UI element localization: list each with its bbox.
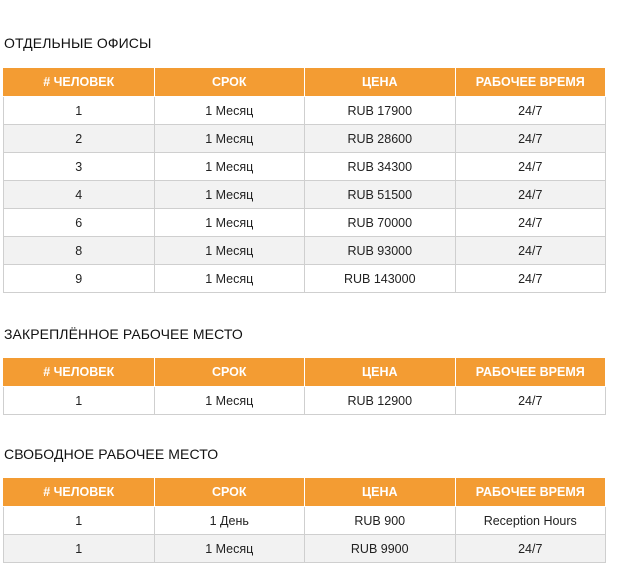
cell-hours: 24/7 — [455, 387, 606, 415]
cell-hours: 24/7 — [455, 535, 606, 563]
table-row — [4, 97, 606, 125]
column-header-people: # ЧЕЛОВЕК — [4, 358, 155, 387]
column-header-term: СРОК — [154, 358, 305, 387]
table-row — [4, 237, 606, 265]
pricing-table-hot-desk — [3, 477, 606, 563]
column-header-people: # ЧЕЛОВЕК — [4, 478, 155, 507]
cell-term: 1 Месяц — [154, 209, 305, 237]
table-row — [4, 125, 606, 153]
cell-term: 1 Месяц — [154, 153, 305, 181]
cell-price: RUB 900 — [305, 507, 456, 535]
pricing-table-fixed-desk — [3, 357, 606, 415]
cell-hours: 24/7 — [455, 125, 606, 153]
column-header-hours: РАБОЧЕЕ ВРЕМЯ — [455, 478, 606, 507]
cell-hours: 24/7 — [455, 97, 606, 125]
cell-people: 8 — [4, 237, 155, 265]
cell-price: RUB 70000 — [305, 209, 456, 237]
cell-hours: 24/7 — [455, 265, 606, 293]
column-header-term: СРОК — [154, 68, 305, 97]
cell-price: RUB 9900 — [305, 535, 456, 563]
cell-term: 1 Месяц — [154, 387, 305, 415]
column-header-price: ЦЕНА — [305, 68, 456, 97]
cell-people: 1 — [4, 507, 155, 535]
column-header-hours: РАБОЧЕЕ ВРЕМЯ — [455, 68, 606, 97]
column-header-term: СРОК — [154, 478, 305, 507]
cell-price: RUB 28600 — [305, 125, 456, 153]
column-header-price: ЦЕНА — [305, 478, 456, 507]
cell-hours: 24/7 — [455, 181, 606, 209]
cell-people: 1 — [4, 97, 155, 125]
cell-price: RUB 17900 — [305, 97, 456, 125]
table-row — [4, 209, 606, 237]
table-row — [4, 181, 606, 209]
cell-term: 1 Месяц — [154, 125, 305, 153]
cell-people: 1 — [4, 535, 155, 563]
cell-term: 1 Месяц — [154, 237, 305, 265]
cell-people: 9 — [4, 265, 155, 293]
column-header-price: ЦЕНА — [305, 358, 456, 387]
cell-term: 1 Месяц — [154, 535, 305, 563]
table-row — [4, 387, 606, 415]
column-header-people: # ЧЕЛОВЕК — [4, 68, 155, 97]
cell-people: 4 — [4, 181, 155, 209]
section-title-private-offices: ОТДЕЛЬНЫЕ ОФИСЫ — [4, 35, 152, 51]
cell-term: 1 Месяц — [154, 181, 305, 209]
cell-hours: 24/7 — [455, 153, 606, 181]
cell-price: RUB 143000 — [305, 265, 456, 293]
table-header-row — [4, 478, 606, 507]
cell-hours: 24/7 — [455, 209, 606, 237]
cell-price: RUB 34300 — [305, 153, 456, 181]
section-title-fixed-desk: ЗАКРЕПЛЁННОЕ РАБОЧЕЕ МЕСТО — [4, 326, 243, 342]
cell-term: 1 Месяц — [154, 97, 305, 125]
cell-hours: 24/7 — [455, 237, 606, 265]
pricing-table-private-offices — [3, 67, 606, 293]
table-row — [4, 535, 606, 563]
cell-price: RUB 51500 — [305, 181, 456, 209]
section-title-hot-desk: СВОБОДНОЕ РАБОЧЕЕ МЕСТО — [4, 446, 219, 462]
table-row — [4, 507, 606, 535]
cell-price: RUB 93000 — [305, 237, 456, 265]
cell-term: 1 День — [154, 507, 305, 535]
cell-people: 1 — [4, 387, 155, 415]
table-header-row — [4, 358, 606, 387]
cell-people: 3 — [4, 153, 155, 181]
table-row — [4, 153, 606, 181]
cell-hours: Reception Hours — [455, 507, 606, 535]
table-header-row — [4, 68, 606, 97]
cell-people: 2 — [4, 125, 155, 153]
cell-term: 1 Месяц — [154, 265, 305, 293]
table-row — [4, 265, 606, 293]
column-header-hours: РАБОЧЕЕ ВРЕМЯ — [455, 358, 606, 387]
cell-people: 6 — [4, 209, 155, 237]
cell-price: RUB 12900 — [305, 387, 456, 415]
